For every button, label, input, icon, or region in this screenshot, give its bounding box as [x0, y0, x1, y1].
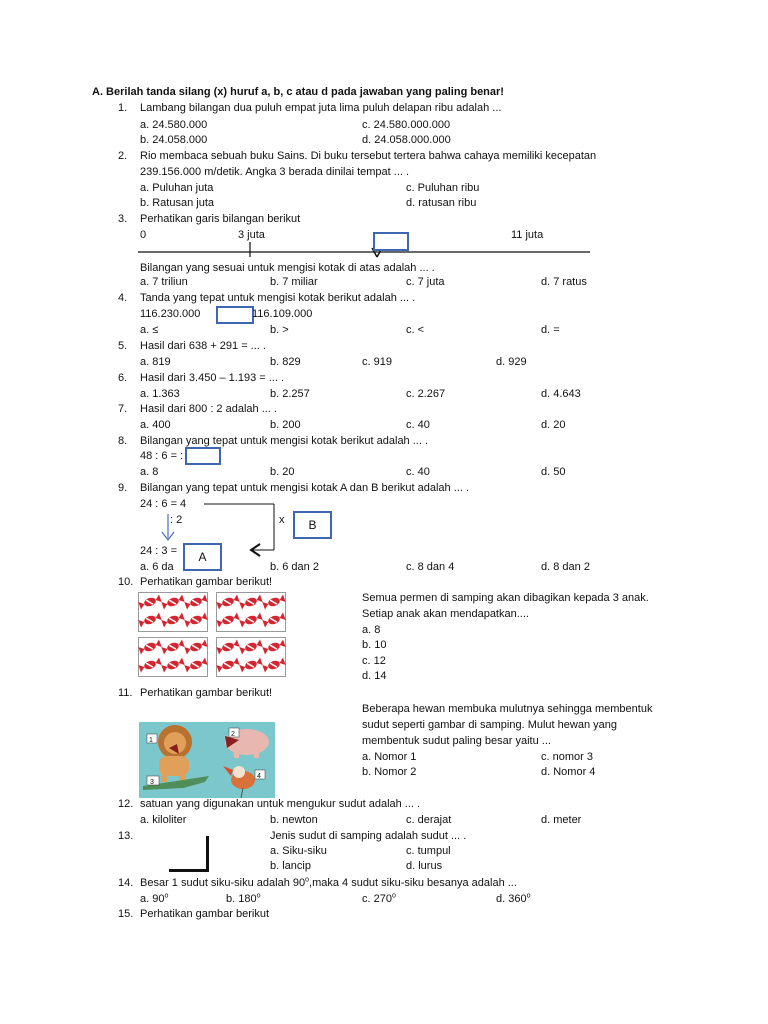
q13-option-d[interactable]: d. lurus — [406, 860, 443, 872]
q7-option-a[interactable]: a. 400 — [140, 419, 171, 431]
q14-text: Besar 1 sudut siku-siku adalah 90$^o$,maka 4 sudut siku-siku besanya adalah ... — [140, 876, 517, 889]
q5-option-a[interactable]: a. 819 — [140, 356, 171, 368]
q9-option-a[interactable]: a. 6 da — [140, 561, 174, 573]
q3-option-b[interactable]: b. 7 miliar — [270, 276, 318, 288]
q5-number: 5. — [118, 340, 128, 352]
q3-option-a[interactable]: a. 7 triliun — [140, 276, 188, 288]
q13-option-a[interactable]: a. Siku-siku — [270, 845, 327, 857]
numberline-label-0: 0 — [140, 229, 147, 241]
q9-option-c[interactable]: c. 8 dan 4 — [406, 561, 455, 573]
q9-equation-1: 24 : 6 = 4 — [140, 498, 187, 510]
q10-option-b[interactable]: b. 10 — [362, 639, 387, 651]
q8-text: Bilangan yang tepat untuk mengisi kotak berikut adalah ... . — [140, 435, 429, 447]
q6-text: Hasil dari 3.450 – 1.193 = ... . — [140, 372, 285, 384]
numberline-label-3juta: 3 juta — [238, 229, 265, 241]
q3-text: Perhatikan garis bilangan berikut — [140, 213, 301, 225]
q1-option-c[interactable]: c. 24.580.000.000 — [362, 119, 451, 131]
section-title: A. Berilah tanda silang (x) huruf a, b, c atau d pada jawaban yang paling benar! — [92, 86, 504, 98]
q3-option-d[interactable]: d. 7 ratus — [541, 276, 587, 288]
q12-option-a[interactable]: a. kiloliter — [140, 814, 187, 826]
q12-option-c[interactable]: c. derajat — [406, 814, 452, 826]
animal-label-4: 4 — [257, 773, 261, 780]
q5-option-c[interactable]: c. 919 — [362, 356, 392, 368]
q5-option-d[interactable]: d. 929 — [496, 356, 527, 368]
candy-icon — [138, 592, 288, 678]
q4-option-b[interactable]: b. > — [270, 324, 289, 336]
q9-equation-2: 24 : 3 = — [140, 545, 178, 557]
q7-option-c[interactable]: c. 40 — [406, 419, 430, 431]
q10-option-d[interactable]: d. 14 — [362, 670, 387, 682]
q2-option-c[interactable]: c. Puluhan ribu — [406, 182, 480, 194]
q9-box-a[interactable]: A — [183, 543, 222, 571]
q10-desc-line1: Semua permen di samping akan dibagikan kepada 3 anak. — [362, 592, 649, 604]
q6-option-c[interactable]: c. 2.267 — [406, 388, 446, 400]
animal-label-2: 2 — [231, 731, 235, 738]
q10-number: 10. — [118, 576, 134, 588]
numberline-label-11juta: 11 juta — [511, 229, 544, 241]
q10-text: Perhatikan gambar berikut! — [140, 576, 273, 588]
q6-option-d[interactable]: d. 4.643 — [541, 388, 581, 400]
q10-option-a[interactable]: a. 8 — [362, 624, 381, 636]
animal-label-3: 3 — [150, 779, 154, 786]
q5-option-b[interactable]: b. 829 — [270, 356, 301, 368]
q9-text: Bilangan yang tepat untuk mengisi kotak A dan B berikut adalah ... . — [140, 482, 469, 494]
q1-option-d[interactable]: d. 24.058.000.000 — [362, 134, 451, 146]
q7-text: Hasil dari 800 : 2 adalah ... . — [140, 403, 277, 415]
q4-option-c[interactable]: c. < — [406, 324, 425, 336]
q3-number: 3. — [118, 213, 128, 225]
q14-option-d[interactable]: d. 360$^o$ — [496, 892, 531, 905]
q8-option-c[interactable]: c. 40 — [406, 466, 430, 478]
q11-text: Perhatikan gambar berikut! — [140, 687, 273, 699]
q4-text: Tanda yang tepat untuk mengisi kotak berikut adalah ... . — [140, 292, 416, 304]
q1-text: Lambang bilangan dua puluh empat juta lima puluh delapan ribu adalah ... — [140, 102, 502, 114]
q11-desc-line2: sudut seperti gambar di samping. Mulut hewan yang — [362, 719, 617, 731]
q8-option-b[interactable]: b. 20 — [270, 466, 295, 478]
q12-number: 12. — [118, 798, 134, 810]
q8-answer-box[interactable] — [185, 447, 221, 465]
q4-left-number: 116.230.000 — [140, 308, 201, 320]
q9-option-b[interactable]: b. 6 dan 2 — [270, 561, 319, 573]
q11-option-a[interactable]: a. Nomor 1 — [362, 751, 417, 763]
q12-option-b[interactable]: b. newton — [270, 814, 318, 826]
q2-option-d[interactable]: d. ratusan ribu — [406, 197, 477, 209]
q5-text: Hasil dari 638 + 291 = ... . — [140, 340, 266, 352]
q10-desc-line2: Setiap anak akan mendapatkan.... — [362, 608, 529, 620]
q11-option-b[interactable]: b. Nomor 2 — [362, 766, 417, 778]
q6-option-b[interactable]: b. 2.257 — [270, 388, 310, 400]
q3-option-c[interactable]: c. 7 juta — [406, 276, 445, 288]
q7-number: 7. — [118, 403, 128, 415]
q2-text: Rio membaca sebuah buku Sains. Di buku tersebut tertera bahwa cahaya memiliki kecepatan — [140, 150, 597, 162]
q9-box-b[interactable]: B — [293, 511, 332, 539]
q2-text-line2: 239.156.000 m/detik. Angka 3 berada dinilai tempat ... . — [140, 166, 410, 178]
q4-option-a[interactable]: a. ≤ — [140, 324, 159, 336]
q11-desc-line3: membentuk sudut paling besar yaitu ... — [362, 735, 551, 747]
q14-option-a[interactable]: a. 90$^o$ — [140, 892, 169, 905]
q11-option-c[interactable]: c. nomor 3 — [541, 751, 593, 763]
q13-number: 13. — [118, 830, 134, 842]
q4-answer-box[interactable] — [216, 306, 254, 324]
q3-answer-box[interactable] — [373, 232, 409, 251]
q2-option-b[interactable]: b. Ratusan juta — [140, 197, 214, 209]
q9-option-d[interactable]: d. 8 dan 2 — [541, 561, 590, 573]
q13-option-b[interactable]: b. lancip — [270, 860, 311, 872]
q14-option-b[interactable]: b. 180$^o$ — [226, 892, 261, 905]
q12-option-d[interactable]: d. meter — [541, 814, 582, 826]
q6-option-a[interactable]: a. 1.363 — [140, 388, 180, 400]
q1-option-a[interactable]: a. 24.580.000 — [140, 119, 208, 131]
q1-option-b[interactable]: b. 24.058.000 — [140, 134, 208, 146]
q3-text-line2: Bilangan yang sesuai untuk mengisi kotak di atas adalah ... . — [140, 262, 435, 274]
animal-label-1: 1 — [149, 737, 153, 744]
q2-number: 2. — [118, 150, 128, 162]
q7-option-b[interactable]: b. 200 — [270, 419, 301, 431]
q14-option-c[interactable]: c. 270$^o$ — [362, 892, 396, 905]
q15-text: Perhatikan gambar berikut — [140, 908, 270, 920]
q9-divide-label: : 2 — [170, 514, 183, 526]
animal-scene — [139, 722, 275, 798]
q9-multiply-label: x — [279, 514, 285, 526]
q9-number: 9. — [118, 482, 128, 494]
q11-number: 11. — [118, 687, 133, 699]
q4-number: 4. — [118, 292, 128, 304]
q14-number: 14. — [118, 877, 134, 889]
q7-option-d[interactable]: d. 20 — [541, 419, 566, 431]
q8-option-d[interactable]: d. 50 — [541, 466, 566, 478]
q4-right-number: 116.109.000 — [252, 308, 313, 320]
q8-equation: 48 : 6 = : — [140, 450, 184, 462]
right-angle-icon — [206, 836, 209, 872]
q12-text: satuan yang digunakan untuk mengukur sudut adalah ... . — [140, 798, 421, 810]
q2-option-a[interactable]: a. Puluhan juta — [140, 182, 214, 194]
q10-option-c[interactable]: c. 12 — [362, 655, 386, 667]
number-line — [130, 230, 600, 262]
q1-number: 1. — [118, 102, 128, 114]
q11-desc-line1: Beberapa hewan membuka mulutnya sehingga membentuk — [362, 703, 653, 715]
q8-option-a[interactable]: a. 8 — [140, 466, 159, 478]
q4-option-d[interactable]: d. = — [541, 324, 560, 336]
right-angle-base — [169, 869, 209, 872]
q8-number: 8. — [118, 435, 128, 447]
q6-number: 6. — [118, 372, 128, 384]
q13-option-c[interactable]: c. tumpul — [406, 845, 451, 857]
q11-option-d[interactable]: d. Nomor 4 — [541, 766, 596, 778]
q13-text: Jenis sudut di samping adalah sudut ... . — [270, 830, 467, 842]
q15-number: 15. — [118, 908, 134, 920]
